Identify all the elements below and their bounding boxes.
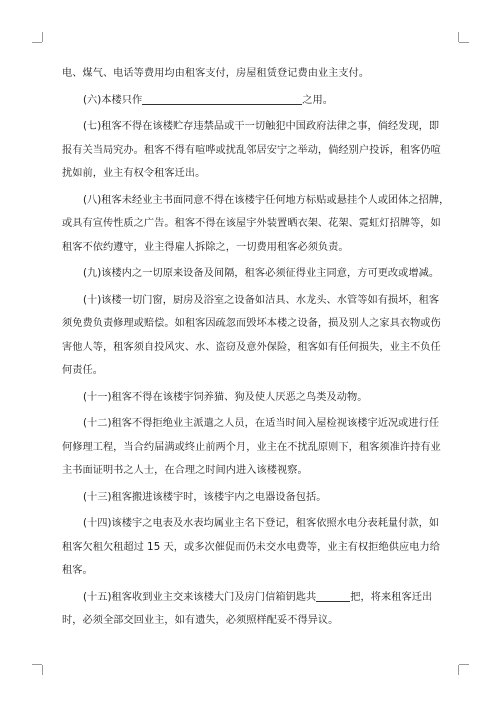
text-line: 须免费负责修理或赔偿。如租客因疏忽而毁坏本楼之设备，损及别人之家具衣物或伤 <box>62 318 441 329</box>
text-line: 租客。 <box>62 565 93 576</box>
clause-10 <box>62 289 442 383</box>
clause-6 <box>62 89 442 113</box>
text-segment: (十五)租客收到业主交来该楼大门及房门信箱钥匙共 <box>83 591 317 603</box>
text-line: (十一)租客不得在该楼宇饲养猫、狗及使人厌恶之鸟类及动物。 <box>83 391 368 403</box>
fill-in-blank-key-count[interactable] <box>316 590 350 602</box>
text-line: 害他人等，租客须自投风灾、水、盗窃及意外保险，租客如有任何损失，业主不负任 <box>62 341 441 353</box>
text-line: 租客欠租欠租超过 15 天，或多次催促而仍未交水电费等，业主有权拒绝供应电力给 <box>62 541 440 553</box>
clause-13 <box>62 486 442 510</box>
text-line: 时，必须全部交回业主，如有遗失，必须照样配妥不得异议。 <box>62 615 339 626</box>
text-line: (十)该楼一切门窗，厨房及浴室之设备如洁具、水龙头、水管等如有损坏，租客 <box>83 294 440 306</box>
text-line: 扰如前，业主有权令租客迁出。 <box>62 168 206 179</box>
text-line: 何修理工程，当合约届满或终止前两个月，业主在不扰乱原则下，租客须准许持有业 <box>62 441 441 453</box>
text-line: 何责任。 <box>62 365 103 376</box>
text-line: 电、煤气、电话等费用均由租客支付，房屋租赁登记费由业主支付。 <box>62 68 370 79</box>
clause-utilities <box>62 62 442 86</box>
text-line: (十二)租客不得拒绝业主派遣之人员，在适当时间入屋检视该楼宇近况或进行任 <box>83 418 440 429</box>
clause-9 <box>62 262 442 286</box>
text-line: 报有关当局究办。租客不得有喧哗或扰乱邻居安宁之举动，倘经别户投诉，租客仍喧 <box>62 144 441 156</box>
clause-7 <box>62 115 442 186</box>
text-line: 或具有宣传性质之广告。租客不得在该屋宇外装置晒衣架、花架、霓虹灯招牌等，如 <box>62 218 441 229</box>
text-line <box>62 586 442 610</box>
text-line: 租客不依约遵守，业主得雇人拆除之，一切费用租客必须负责。 <box>62 241 349 253</box>
clause-12 <box>62 412 442 483</box>
text-line: (十四)该楼宇之电表及水表均属业主名下登记，租客依照水电分表耗量付款，如 <box>83 518 440 529</box>
text-segment: (六)本楼只作 <box>83 94 143 106</box>
clause-8 <box>62 189 450 260</box>
clause-15 <box>62 586 442 633</box>
document-body <box>62 62 450 633</box>
text-line: (八)租客未经业主书面同意不得在该楼宇任何地方标贴或悬挂个人或团体之招牌， <box>83 194 450 206</box>
clause-11 <box>62 386 442 410</box>
fill-in-blank-usage[interactable] <box>142 93 302 105</box>
text-segment: 之用。 <box>302 94 333 106</box>
text-line: (七)租客不得在该楼贮存违禁品或干一切触犯中国政府法律之事，倘经发现，即 <box>83 121 440 132</box>
clause-14 <box>62 512 442 583</box>
text-line: (十三)租客搬进该楼宇时，该楼宇内之电器设备包括。 <box>83 491 327 503</box>
text-line: (九)该楼内之一切原来设备及间隔，租客必须征得业主同意，方可更改或增减。 <box>83 268 440 279</box>
text-line: 主书面证明书之人士，在合理之时间内进入该楼视察。 <box>62 465 308 476</box>
text-segment: 把，将来租客迁出 <box>350 591 433 603</box>
